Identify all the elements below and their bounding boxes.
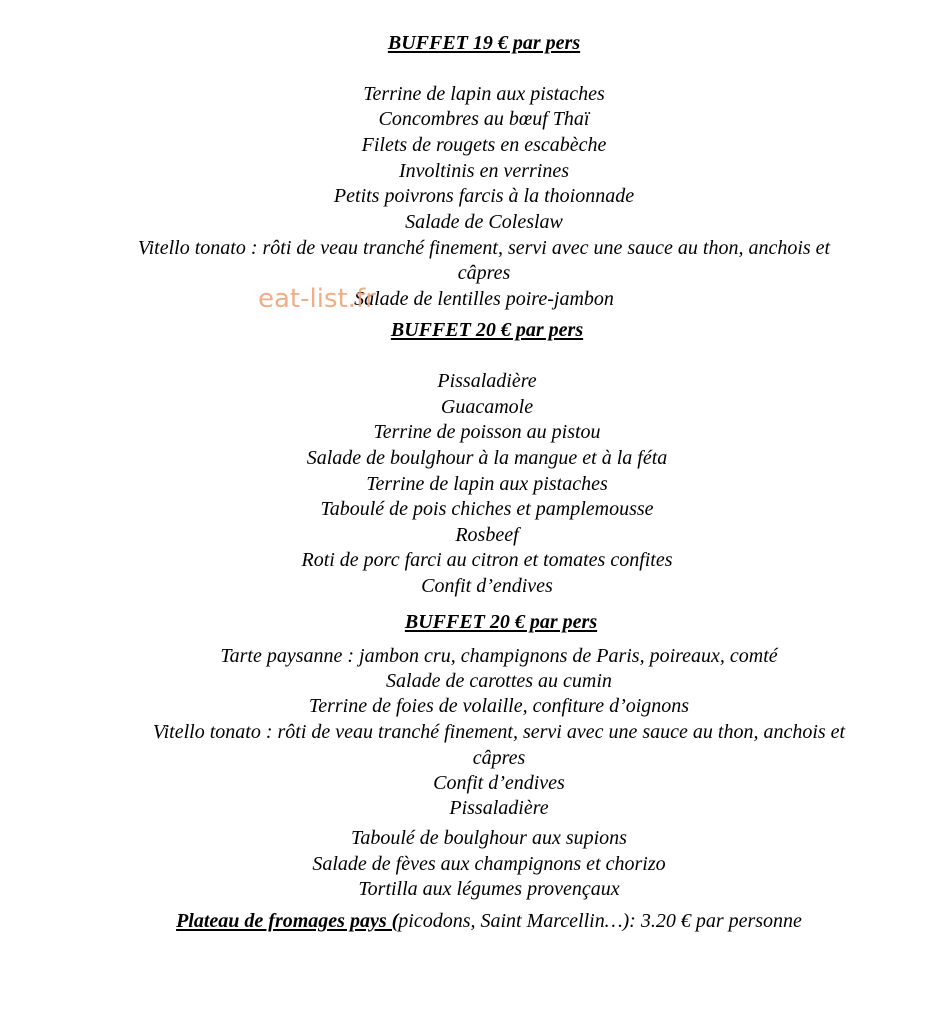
menu-item: Filets de rougets en escabèche [361,134,607,156]
menu-item: Terrine de lapin aux pistaches [363,83,605,105]
cheese-platter-line [176,909,802,933]
section-1-heading: BUFFET 19 € par pers [387,32,581,54]
menu-item: Pissaladière [437,370,537,392]
menu-item: Terrine de poisson au pistou [373,421,601,443]
cheese-platter-details: picodons, Saint Marcellin…): 3.20 € par personne [398,910,802,932]
menu-item: câpres [457,262,511,284]
menu-item: Pissaladière [449,797,549,819]
watermark-logo: eat-list.fr [258,284,376,314]
menu-item: Tarte paysanne : jambon cru, champignons de Paris, poireaux, comté [220,645,778,667]
menu-item: Salade de fèves aux champignons et chorizo [312,853,666,875]
menu-item: Taboulé de pois chiches et pamplemousse [320,498,654,520]
menu-item: Tortilla aux légumes provençaux [358,878,620,900]
section-2-heading: BUFFET 20 € par pers [390,319,584,341]
menu-item: Salade de carottes au cumin [386,670,612,692]
menu-item: Taboulé de boulghour aux supions [351,827,627,849]
menu-item: Terrine de foies de volaille, confiture d’oignons [308,695,690,717]
section-3-heading: BUFFET 20 € par pers [404,611,598,633]
menu-item: Guacamole [440,396,534,418]
menu-item: Concombres au bœuf Thaï [378,108,590,130]
menu-item: Vitello tonato : rôti de veau tranché finement, servi avec une sauce au thon, anchois et [152,721,846,743]
menu-item: Vitello tonato : rôti de veau tranché finement, servi avec une sauce au thon, anchois et [137,237,831,259]
menu-item: Salade de lentilles poire-jambon [354,288,614,310]
menu-item: Involtinis en verrines [399,160,569,182]
menu-item: Confit d’endives [421,575,553,597]
menu-item: câpres [472,747,526,769]
menu-item: Terrine de lapin aux pistaches [366,473,608,495]
menu-item: Rosbeef [455,524,519,546]
menu-item: Salade de Coleslaw [405,211,563,233]
cheese-platter-label: Plateau de fromages pays ( [176,910,399,932]
menu-item: Petits poivrons farcis à la thoionnade [333,185,635,207]
menu-item: Confit d’endives [433,772,565,794]
menu-item: Roti de porc farci au citron et tomates confites [301,549,673,571]
menu-item: Salade de boulghour à la mangue et à la féta [306,447,668,469]
